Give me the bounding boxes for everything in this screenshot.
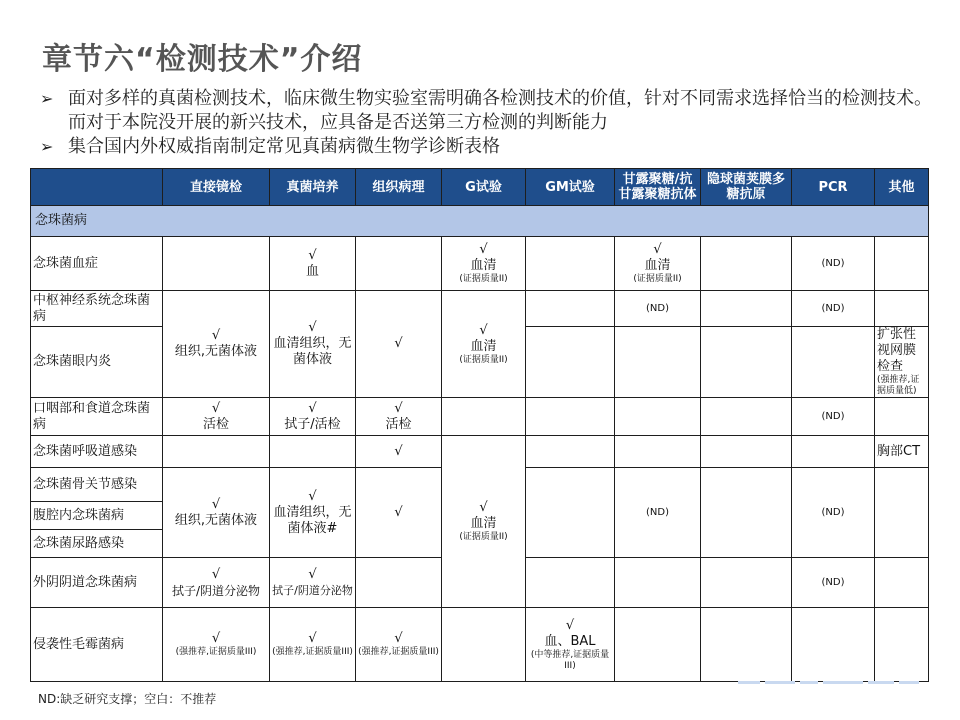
table-cell: (ND) [615,291,701,327]
row-label: 外阴阴道念珠菌病 [31,558,163,608]
table-cell: √ 血清 (证据质量II) [615,237,701,291]
table-cell: √ 血清组织，无菌体液 [270,291,356,398]
table-cell [615,436,701,468]
row-label: 念珠菌骨关节感染 [31,468,163,502]
table-cell [875,237,929,291]
header-culture: 真菌培养 [270,169,356,206]
watermark [738,672,938,684]
table-cell [701,327,792,398]
table-cell: (ND) [792,291,875,327]
row-label: 口咽部和食道念珠菌病 [31,398,163,436]
table-cell [792,436,875,468]
header-gm-test: GM试验 [526,169,615,206]
table-cell [792,608,875,682]
table-cell [875,468,929,558]
table-cell: √ [356,291,442,398]
bullet-item: ➢ 集合国内外权威指南制定常见真菌病微生物学诊断表格 [40,136,500,157]
table-cell: √ 组织,无菌体液 [163,468,270,558]
table-cell: √ 拭子/阴道分泌物 [270,558,356,608]
table-cell [875,558,929,608]
table-cell [163,237,270,291]
table-cell: √ (强推荐,证据质量III) [270,608,356,682]
table-cell [792,327,875,398]
row-label: 侵袭性毛霉菌病 [31,608,163,682]
table-cell: √ (强推荐,证据质量III) [356,608,442,682]
section-candidiasis: 念珠菌病 [31,206,929,237]
table-cell [615,608,701,682]
header-crypto-antigen: 隐球菌荚膜多糖抗原 [701,169,792,206]
header-blank [31,169,163,206]
table-cell: (ND) [792,558,875,608]
footnote: ND:缺乏研究支撑；空白：不推荐 [38,692,217,706]
table-cell [526,398,615,436]
table-cell [526,468,615,558]
table-cell: √ 拭子/阴道分泌物 [163,558,270,608]
table-cell: √ 血、BAL (中等推荐,证据质量III) [526,608,615,682]
table-cell: (ND) [792,468,875,558]
page-title: 章节六“检测技术”介绍 [42,42,363,77]
table-cell [615,327,701,398]
table-cell: √ 活检 [163,398,270,436]
header-mannan: 甘露聚糖/抗甘露聚糖抗体 [615,169,701,206]
table-cell [701,558,792,608]
table-cell [701,436,792,468]
table-cell: √ 拭子/活检 [270,398,356,436]
table-cell: √ 血清 (证据质量II) [442,237,526,291]
table-cell: √ 血清组织，无菌体液# [270,468,356,558]
diagnosis-table [30,168,929,682]
table-cell [356,558,442,608]
table-cell: (ND) [615,468,701,558]
header-pcr: PCR [792,169,875,206]
table-cell [615,398,701,436]
row-label: 念珠菌血症 [31,237,163,291]
row-label: 念珠菌眼内炎 [31,327,163,398]
table-cell [442,608,526,682]
row-label: 中枢神经系统念珠菌病 [31,291,163,327]
table-cell [701,398,792,436]
header-histopathology: 组织病理 [356,169,442,206]
arrow-bullet-icon: ➢ [40,89,54,108]
table-cell [875,608,929,682]
table-cell: 胸部CT [875,436,929,468]
table-cell: √ 活检 [356,398,442,436]
header-other: 其他 [875,169,929,206]
table-cell: √ (强推荐,证据质量III) [163,608,270,682]
table-cell [163,436,270,468]
table-cell: √ [356,436,442,468]
bullet-list [40,87,940,159]
table-cell: (ND) [792,237,875,291]
table-cell: (ND) [792,398,875,436]
table-cell: √ 血清 (证据质量II) [442,291,526,398]
table-cell: √ 血清 (证据质量II) [442,436,526,608]
bullet-item: ➢ 面对多样的真菌检测技术，临床微生物实验室需明确各检测技术的价值，针对不同需求选择恰当的检测技术。而对于本院没开展的新兴技术，应具备是否送第三方检测的判断能力 [40,88,932,133]
table-cell [875,291,929,327]
table-cell [875,398,929,436]
table-cell [701,237,792,291]
table-cell [526,237,615,291]
row-label: 腹腔内念珠菌病 [31,502,163,530]
table-cell [526,327,615,398]
table-cell [442,398,526,436]
table-cell [701,608,792,682]
table-cell [526,558,615,608]
row-label: 念珠菌尿路感染 [31,530,163,558]
header-g-test: G试验 [442,169,526,206]
header-direct-microscopy: 直接镜检 [163,169,270,206]
arrow-bullet-icon: ➢ [40,137,54,156]
table-cell [701,291,792,327]
table-cell [526,436,615,468]
table-cell [356,237,442,291]
table-cell: √ 血 [270,237,356,291]
table-cell: √ 组织,无菌体液 [163,291,270,398]
table-cell [615,558,701,608]
row-label: 念珠菌呼吸道感染 [31,436,163,468]
table-cell [526,291,615,327]
table-cell [270,436,356,468]
table-cell: √ [356,468,442,558]
table-cell: 扩张性视网膜检查 (强推荐,证据质量低) [875,327,929,398]
table-cell [701,468,792,558]
